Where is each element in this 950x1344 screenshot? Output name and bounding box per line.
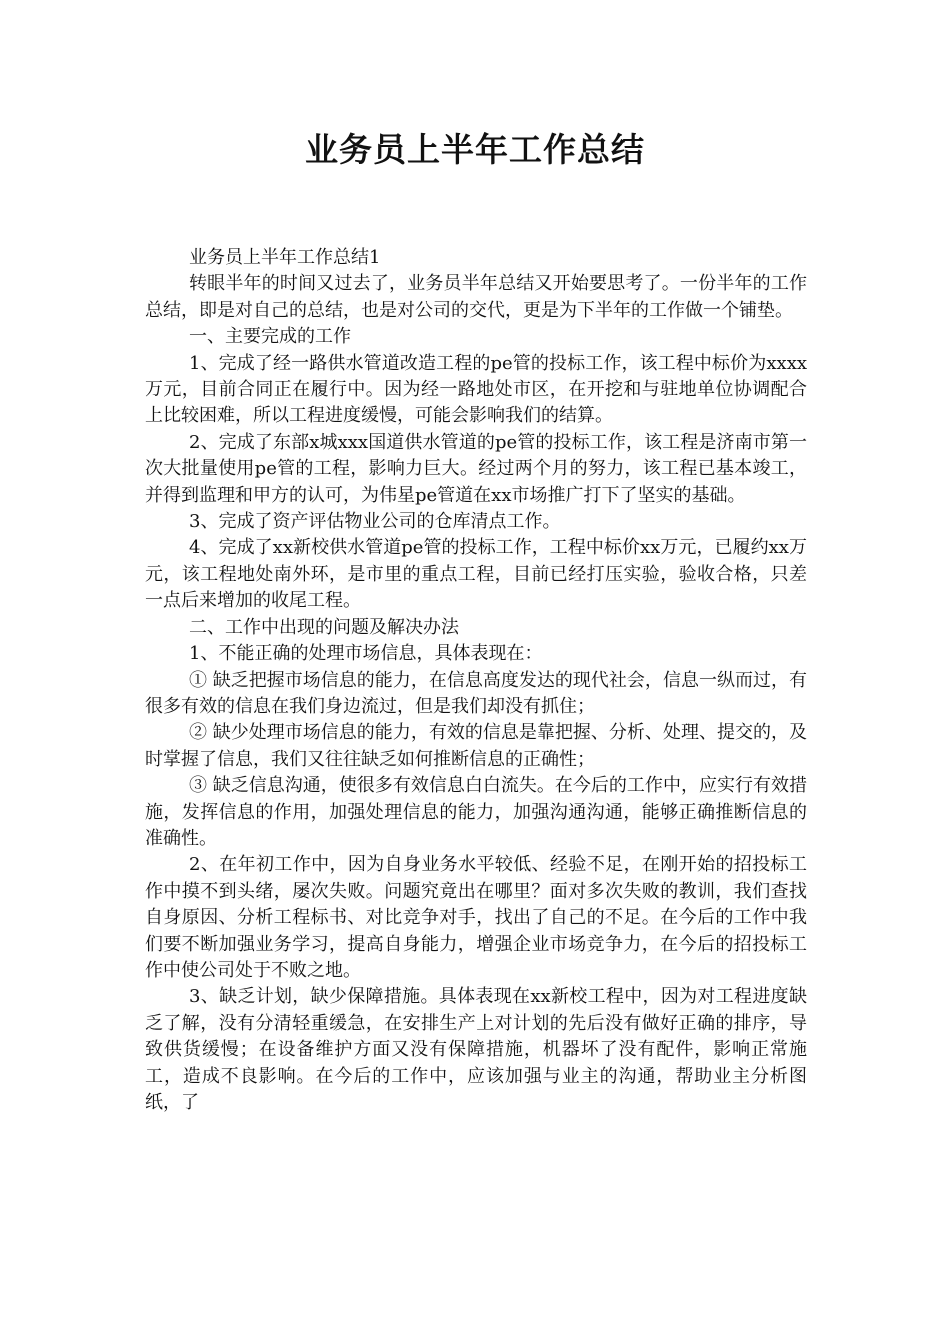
- section-heading: 业务员上半年工作总结1: [189, 247, 381, 268]
- paragraph: 1、不能正确的处理市场信息，具体表现在：: [189, 643, 543, 665]
- paragraph: 4、完成了xx新校供水管道pe管的投标工作，工程中标价xx万元，已履约xx万元，该工程地处南外环，是市里的重点工程，目前已经打压实验，验收合格，只差一点后来增加的收尾工程。: [145, 537, 807, 612]
- paragraph: 转眼半年的时间又过去了，业务员半年总结又开始要思考了。一份半年的工作总结，即是对自己的总结，也是对公司的交代，更是为下半年的工作做一个铺垫。: [145, 273, 807, 321]
- paragraph: 3、缺乏计划，缺少保障措施。具体表现在xx新校工程中，因为对工程进度缺乏了解，没有分清轻重缓急，在安排生产上对计划的先后没有做好正确的排序，导致供货缓慢；在设备维护方面又没有保障措施，机器坏了没有配件，影响正常施工，造成不良影响。在今后的工作中，应该加强与业主的沟通，帮助业主分析图纸，了: [145, 986, 807, 1113]
- paragraph: ① 缺乏把握市场信息的能力，在信息高度发达的现代社会，信息一纵而过，有很多有效的信息在我们身边流过，但是我们却没有抓住；: [145, 669, 807, 717]
- paragraph: 2、在年初工作中，因为自身业务水平较低、经验不足，在刚开始的招投标工作中摸不到头绪，屡次失败。问题究竟出在哪里？面对多次失败的教训，我们查找自身原因、分析工程标书、对比竞争对手，找出了自己的不足。在今后的工作中我们要不断加强业务学习，提高自身能力，增强企业市场竞争力，在今后的招投标工作中使公司处于不败之地。: [145, 854, 807, 981]
- section-heading: 二、工作中出现的问题及解决办法: [189, 616, 459, 638]
- section-heading: 一、主要完成的工作: [189, 326, 351, 348]
- document-title: 业务员上半年工作总结: [305, 130, 645, 169]
- document-body: [145, 245, 807, 1116]
- paragraph: 3、完成了资产评估物业公司的仓库清点工作。: [189, 511, 561, 533]
- paragraph: ② 缺少处理市场信息的能力，有效的信息是靠把握、分析、处理、提交的，及时掌握了信息，我们又往往缺乏如何推断信息的正确性；: [145, 722, 807, 770]
- paragraph: ③ 缺乏信息沟通，使很多有效信息白白流失。在今后的工作中，应实行有效措施，发挥信息的作用，加强处理信息的能力，加强沟通沟通，能够正确推断信息的准确性。: [145, 775, 807, 849]
- paragraph: 2、完成了东部x城xxx国道供水管道的pe管的投标工作，该工程是济南市第一次大批量使用pe管的工程，影响力巨大。经过两个月的努力，该工程已基本竣工，并得到监理和甲方的认可，为伟星pe管道在xx市场推广打下了坚实的基础。: [145, 431, 807, 506]
- paragraph: 1、完成了经一路供水管道改造工程的pe管的投标工作，该工程中标价为xxxx万元，目前合同正在履行中。因为经一路地处市区，在开挖和与驻地单位协调配合上比较困难，所以工程进度缓慢，可能会影响我们的结算。: [145, 352, 807, 427]
